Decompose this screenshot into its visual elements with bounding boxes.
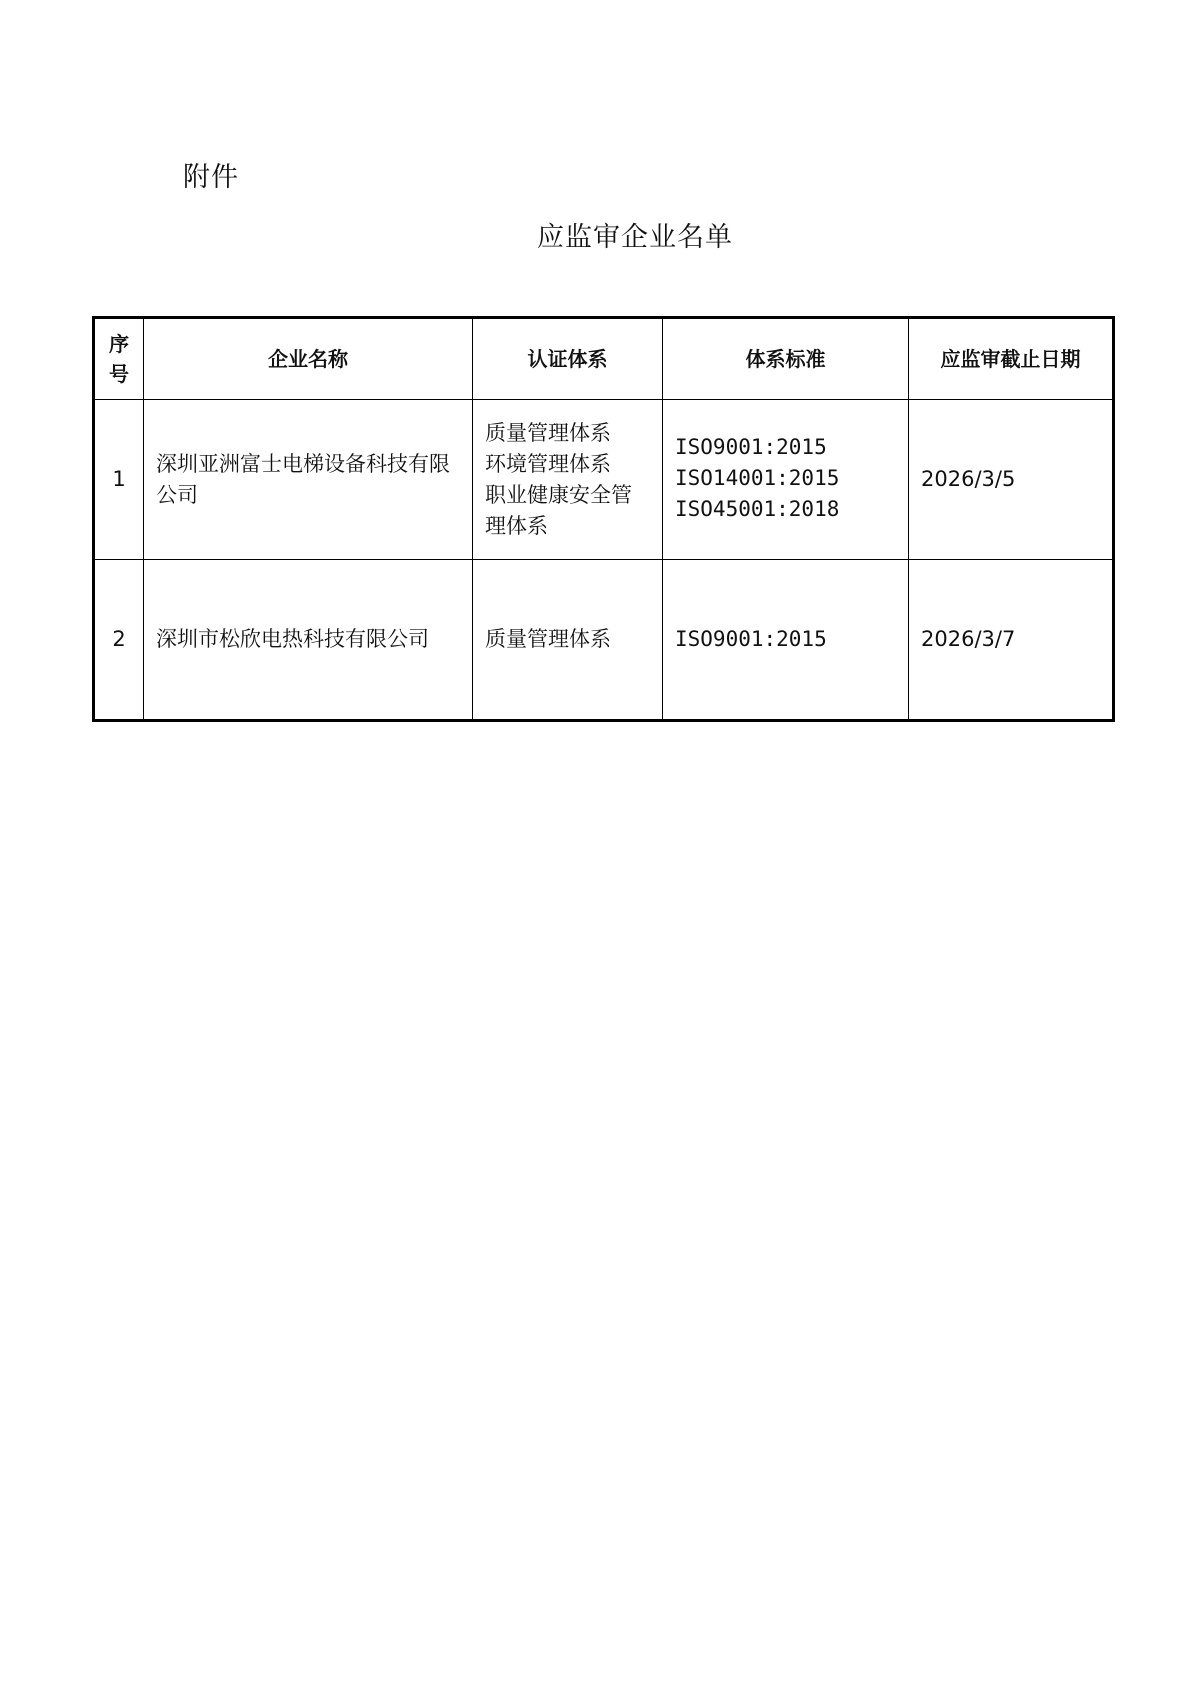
column-header-no-line1: 序 [109, 332, 129, 356]
system-item: 质量管理体系 [485, 420, 611, 445]
column-header-system: 认证体系 [473, 318, 663, 400]
system-standards [663, 560, 909, 721]
enterprise-table [92, 316, 1115, 722]
row-number: 2 [94, 560, 144, 721]
system-standards [663, 400, 909, 560]
certification-systems [473, 560, 663, 721]
standard-item: ISO45001:2018 [675, 497, 840, 521]
system-item: 质量管理体系 [485, 627, 611, 651]
document-title: 应监审企业名单 [537, 222, 733, 253]
audit-deadline: 2026/3/7 [909, 560, 1114, 721]
table-row [94, 400, 1114, 560]
column-header-name: 企业名称 [144, 318, 473, 400]
enterprise-name: 深圳亚洲富士电梯设备科技有限公司 [144, 400, 473, 560]
table-row [94, 560, 1114, 721]
column-header-no [94, 318, 144, 400]
column-header-no-line2: 号 [109, 362, 129, 386]
standard-item: ISO14001:2015 [675, 466, 840, 490]
system-item: 环境管理体系 [485, 451, 611, 476]
row-number: 1 [94, 400, 144, 560]
standard-item: ISO9001:2015 [675, 435, 827, 459]
standard-item: ISO9001:2015 [675, 627, 827, 651]
audit-deadline: 2026/3/5 [909, 400, 1114, 560]
table-header-row [94, 318, 1114, 400]
certification-systems [473, 400, 663, 560]
column-header-standard: 体系标准 [663, 318, 909, 400]
attachment-label: 附件 [183, 162, 239, 193]
column-header-deadline: 应监审截止日期 [909, 318, 1114, 400]
enterprise-name: 深圳市松欣电热科技有限公司 [144, 560, 473, 721]
system-item: 职业健康安全管理体系 [485, 482, 632, 538]
